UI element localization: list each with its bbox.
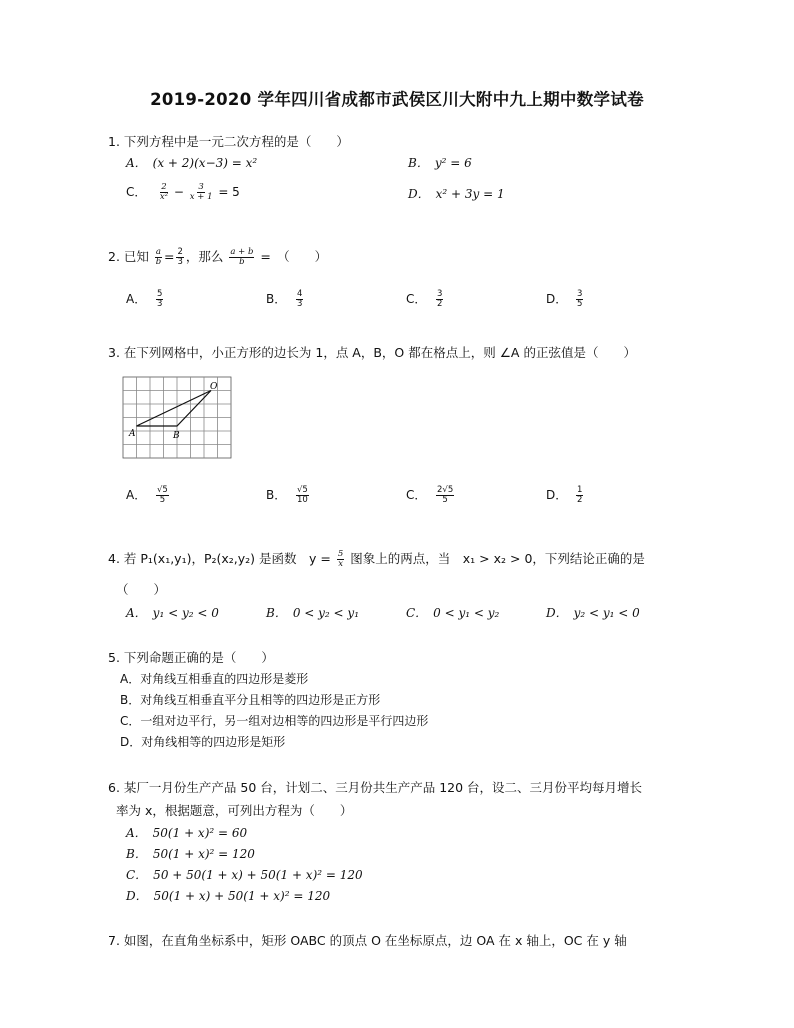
question-1-stem: 1. 下列方程中是一元二次方程的是（ ） xyxy=(108,134,349,149)
question-2-stem: 2. 已知 $\frac{a}{b}$ = $\frac{2}{3}$ ，那么 $\frac{a + b}{b}$ = （ ） xyxy=(108,247,328,267)
question-6-option-a: A． 50(1 + x)² = 60 xyxy=(126,826,248,840)
point-o-label: O xyxy=(210,382,218,392)
point-b-label: B xyxy=(173,431,180,441)
question-6-stem-line2: 率为 x，根据题意，可列出方程为（ ） xyxy=(116,803,353,818)
question-4-option-b: B． 0 < y₂ < y₁ xyxy=(266,606,360,620)
question-6-option-b: B． 50(1 + x)² = 120 xyxy=(126,847,255,861)
triangle-abo xyxy=(137,391,212,427)
question-5-option-b: B．对角线互相垂直平分且相等的四边形是正方形 xyxy=(120,693,381,707)
question-4-stem-line2: （ ） xyxy=(116,582,167,597)
question-2-option-d: D． $\frac{3}{5}$ xyxy=(546,289,583,309)
question-3-option-d: D． $\frac{1}{2}$ xyxy=(546,485,583,505)
point-a-label: A xyxy=(129,429,136,439)
question-4-stem: 4. 若 P₁(x₁,y₁)，P₂(x₂,y₂) 是函数 y = $\frac{5}{x}$ 图象上的两点，当 x₁ > x₂ > 0，下列结论正确的是 xyxy=(108,549,645,569)
question-3-grid-figure xyxy=(122,376,234,463)
question-3-option-c: C． $\frac{2√5}{5}$ xyxy=(406,485,454,505)
question-5-option-c: C．一组对边平行，另一组对边相等的四边形是平行四边形 xyxy=(120,714,429,728)
question-4-option-c: C． 0 < y₁ < y₂ xyxy=(406,606,500,620)
question-2-option-a: A． $\frac{5}{3}$ xyxy=(126,289,163,309)
question-1-option-c: C． $\frac{2}{\text{x²}}$ − $\frac{3}{x + 1}$ = 5 xyxy=(126,182,240,202)
question-6-option-d: D． 50(1 + x) + 50(1 + x)² = 120 xyxy=(126,889,331,903)
question-3-option-a: A． $\frac{√5}{5}$ xyxy=(126,485,168,505)
question-4-option-a: A． y₁ < y₂ < 0 xyxy=(126,606,219,620)
question-6-stem: 6. 某厂一月份生产产品 50 台，计划二、三月份共生产产品 120 台，设二、三月份平均每月增长 xyxy=(108,780,643,795)
grid-svg xyxy=(122,376,234,460)
question-6-option-c: C． 50 + 50(1 + x) + 50(1 + x)² = 120 xyxy=(126,868,363,882)
page-title: 2019-2020 学年四川省成都市武侯区川大附中九上期中数学试卷 xyxy=(150,90,644,109)
question-7-stem: 7. 如图，在直角坐标系中，矩形 OABC 的顶点 O 在坐标原点，边 OA 在 x 轴上，OC 在 y 轴 xyxy=(108,933,627,948)
question-5-option-a: A．对角线互相垂直的四边形是菱形 xyxy=(120,672,309,686)
question-1-option-b: B． y² = 6 xyxy=(408,156,472,170)
question-2-option-b: B． $\frac{4}{3}$ xyxy=(266,289,303,309)
question-3-stem: 3. 在下列网格中，小正方形的边长为 1，点 A，B，O 都在格点上，则 ∠A 的正弦值是（ ） xyxy=(108,345,636,360)
question-1-option-a: A． (x + 2)(x−3) = x² xyxy=(126,156,258,170)
question-1-option-d: D． x² + 3y = 1 xyxy=(408,187,505,201)
question-5-option-d: D．对角线相等的四边形是矩形 xyxy=(120,735,286,749)
question-5-stem: 5. 下列命题正确的是（ ） xyxy=(108,650,274,665)
question-3-option-b: B． $\frac{√5}{10}$ xyxy=(266,485,308,505)
question-2-option-c: C． $\frac{3}{2}$ xyxy=(406,289,443,309)
question-4-option-d: D． y₂ < y₁ < 0 xyxy=(546,606,640,620)
